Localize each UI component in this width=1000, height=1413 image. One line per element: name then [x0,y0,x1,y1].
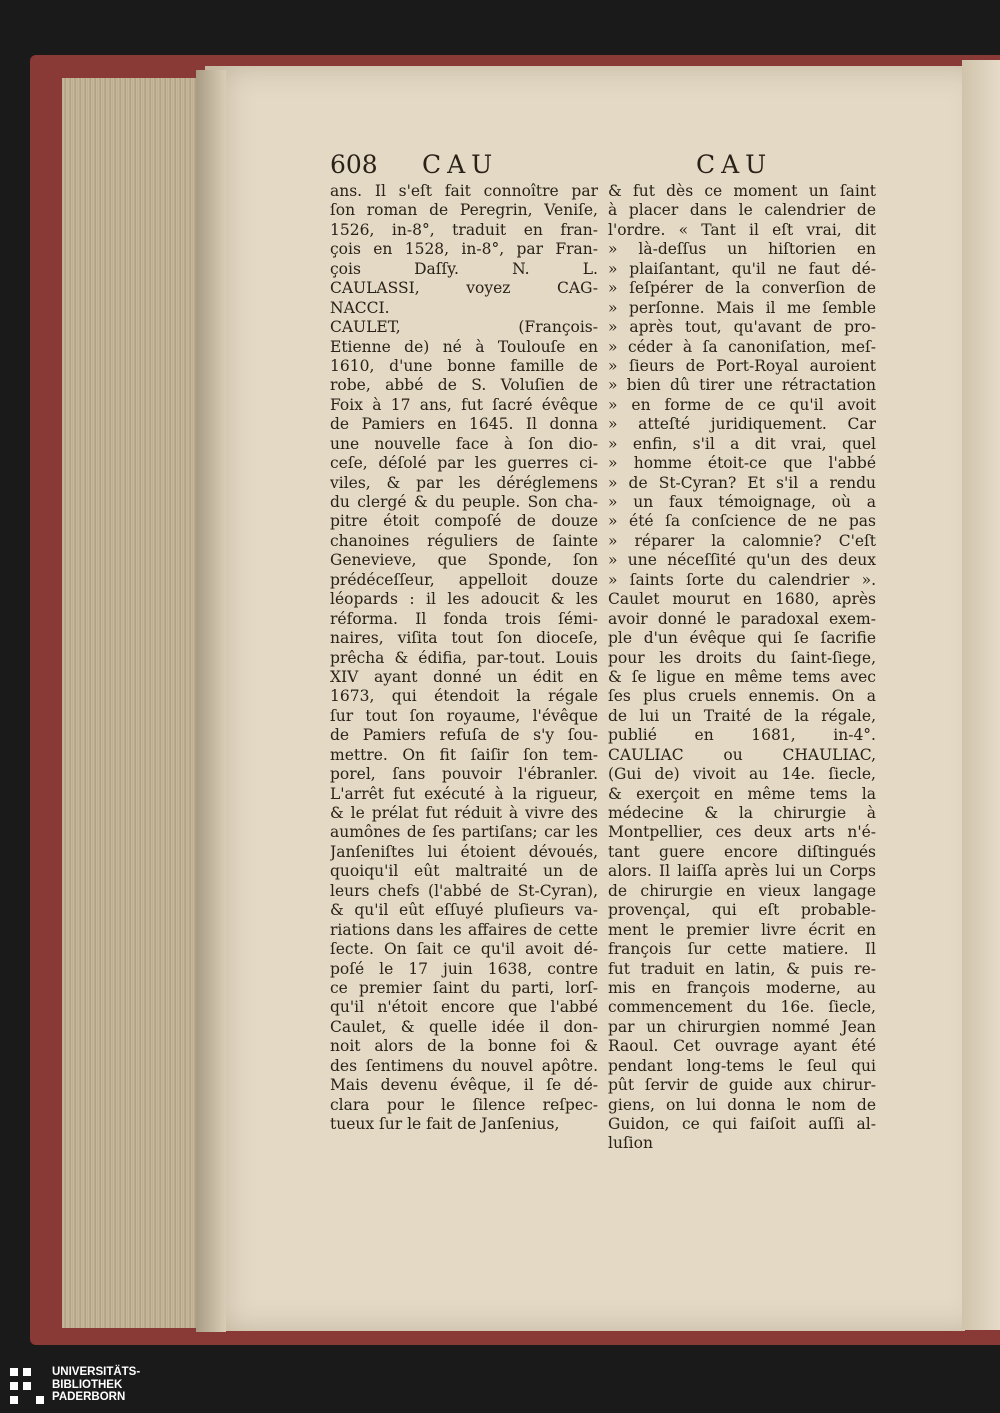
text-line: » perſonne. Mais il me ſemble [608,298,876,317]
text-line: naires, viſita tout ſon dioceſe, [330,629,598,648]
text-line: ans. Il s'eſt fait connoître par [330,182,598,200]
text-line: du clergé & du peuple. Son cha- [330,493,598,511]
text-line: » ſeſpérer de la converſion de [608,279,876,298]
text-line: 1673, qui étendoit la régale [330,687,598,706]
text-line: Caulet mourut en 1680, après [608,590,876,609]
text-line: Raoul. Cet ouvrage ayant été [608,1037,876,1056]
text-line: ſecte. On ſait ce qu'il avoit dé- [330,940,598,959]
text-line: l'ordre. « Tant il eſt vrai, dit [608,220,876,239]
text-line: Mais devenu évêque, il ſe dé- [330,1076,598,1095]
text-line: » été ſa conſcience de ne pas [608,512,876,531]
text-line: çois en 1528, in-8°, par Fran- [330,240,598,259]
logo-line-1: UNIVERSITÄTS- [52,1366,141,1378]
text-line: » une néceſſité qu'un des deux [608,551,876,570]
text-line: ſur tout ſon royaume, l'évêque [330,706,598,725]
text-line: » homme étoit-ce que l'abbé [608,454,876,473]
text-line: » un faux témoignage, où a [608,493,876,511]
text-line: » enfin, s'il a dit vrai, quel [608,434,876,453]
text-line: alors. Il laiſſa après lui un Corps [608,862,876,881]
text-line: 1526, in-8°, traduit en fran- [330,220,598,239]
text-line: de lui un Traité de la régale, [608,706,876,725]
text-line: provençal, qui eſt probable- [608,901,876,920]
text-line: Caulet, & quelle idée il don- [330,1017,598,1036]
text-line: noit alors de la bonne foi & [330,1037,598,1056]
text-line: ſon roman de Peregrin, Veniſe, [330,201,598,220]
text-line: à placer dans le calendrier de [608,201,876,220]
logo-line-3: PADERBORN [52,1391,126,1403]
text-line: Janſeniſtes lui étoient dévoués, [330,842,598,861]
page-gutter [196,70,226,1332]
text-line: NACCI. [330,298,390,317]
text-line: tant guere encore diſtingués [608,842,876,861]
text-line: » céder à ſa canoniſation, meſ- [608,337,876,356]
right-running-head: CAU [696,150,773,179]
text-line: & le prélat fut réduit à vivre des [330,804,598,822]
text-line: Montpellier, ces deux arts n'é- [608,823,876,842]
text-line: de Pamiers en 1645. Il donna [330,415,598,434]
text-line: tueux ſur le fait de Janſenius, [330,1115,560,1133]
text-line: médecine & la chirurgie à [608,804,876,822]
text-line: une nouvelle face à ſon dio- [330,434,598,453]
text-line: CAULET, (François- [330,318,598,337]
text-line: pour les droits du ſaint-ſiege, [608,648,876,667]
text-line: » bien dû tirer une rétractation [608,376,876,395]
library-logo-icon [10,1368,44,1404]
text-line: luſion [608,1134,653,1153]
text-line: Foix à 17 ans, fut ſacré évêque [330,395,598,414]
text-line: » atteſté juridiquement. Car [608,415,876,434]
text-line: leurs chefs (l'abbé de St-Cyran), [330,881,598,900]
text-line: mis en françois moderne, au [608,978,876,997]
text-line: » ſaints ſorte du calendrier ». [608,570,876,589]
text-line: 1610, d'une bonne famille de [330,356,598,375]
text-line: des ſentimens du nouvel apôtre. [330,1056,598,1075]
text-line: XIV ayant donné un édit en [330,667,598,686]
text-line: ple d'un évêque qui ſe ſacrifie [608,629,876,648]
text-line: porel, ſans pouvoir l'ébranler. [330,765,598,784]
left-running-head: CAU [422,150,499,179]
text-line: » là-deſſus un hiſtorien en [608,240,876,259]
text-line: » ſieurs de Port-Royal auroient [608,356,876,375]
text-line: ce premier ſaint du parti, lorſ- [330,978,598,997]
text-line: chanoines réguliers de ſainte [330,531,598,550]
text-line: » après tout, qu'avant de pro- [608,318,876,337]
text-line: çois Daſſy. N. L. [330,259,598,278]
text-line: Genevieve, que Sponde, ſon [330,551,598,570]
text-line: ceſe, déſolé par les guerres ci- [330,454,598,473]
logo-line-2: BIBLIOTHEK [52,1378,123,1391]
text-line: pitre étoit compoſé de douze [330,512,598,531]
text-line: françois ſur cette matiere. Il [608,940,876,959]
text-line: par un chirurgien nommé Jean [608,1017,876,1036]
text-line: viles, & par les déréglemens [330,473,598,492]
left-text-column [330,182,598,1134]
text-line: & qu'il eût eſſuyé pluſieurs va- [330,901,598,920]
text-line: CAULASSI, voyez CAG- [330,279,598,298]
library-logo-text [52,1366,140,1404]
text-line: Guidon, ce qui faiſoit auſſi al- [608,1115,876,1133]
text-line: commencement du 16e. ſiecle, [608,998,876,1017]
text-line: fut traduit en latin, & puis re- [608,959,876,978]
text-line: prédéceſſeur, appelloit douze [330,570,598,589]
text-line: quoiqu'il eût maltraité un de [330,862,598,881]
text-line: pût ſervir de guide aux chirur- [608,1076,876,1095]
text-line: mettre. On fit ſaiſir ſon tem- [330,745,598,764]
text-line: ment le premier livre écrit en [608,920,876,939]
text-line: (Gui de) vivoit au 14e. ſiecle, [608,765,876,784]
text-line: aumônes de ſes partiſans; car les [330,823,598,842]
text-line: & exerçoit en même tems la [608,784,876,803]
text-line: L'arrêt fut exécuté à la rigueur, [330,784,598,803]
text-line: poſé le 17 juin 1638, contre [330,959,598,978]
footer-bar [0,1362,1000,1413]
text-line: réforma. Il fonda trois ſémi- [330,609,598,628]
text-line: prêcha & édifia, par-tout. Louis [330,648,598,667]
text-line: avoir donné le paradoxal exem- [608,609,876,628]
text-line: robe, abbé de S. Voluſien de [330,376,598,395]
text-line: Etienne de) né à Toulouſe en [330,337,598,356]
page-number: 608 [330,150,378,179]
text-line: » de St-Cyran? Et s'il a rendu [608,473,876,492]
text-line: & ſe ligue en même tems avec [608,667,876,686]
text-line: de chirurgie en vieux langage [608,881,876,900]
text-line: ſes plus cruels ennemis. On a [608,687,876,706]
text-line: » réparer la calomnie? C'eſt [608,531,876,550]
text-line: publié en 1681, in-4°. [608,726,876,745]
text-line: pendant long-tems le ſeul qui [608,1056,876,1075]
text-line: » en forme de ce qu'il avoit [608,395,876,414]
text-line: giens, on lui donna le nom de [608,1095,876,1114]
page-edges [62,78,212,1328]
right-text-column [608,182,876,1154]
text-line: qu'il n'étoit encore que l'abbé [330,998,598,1017]
text-line: & fut dès ce moment un ſaint [608,182,876,200]
text-line: riations dans les affaires de cette [330,920,598,939]
text-line: » plaiſantant, qu'il ne faut dé- [608,259,876,278]
text-line: léopards : il les adoucit & les [330,590,598,609]
text-line: de Pamiers refuſa de s'y ſou- [330,726,598,745]
facing-page-edge [962,60,1000,1330]
text-line: CAULIAC ou CHAULIAC, [608,745,876,764]
text-line: clara pour le ſilence reſpec- [330,1095,598,1114]
